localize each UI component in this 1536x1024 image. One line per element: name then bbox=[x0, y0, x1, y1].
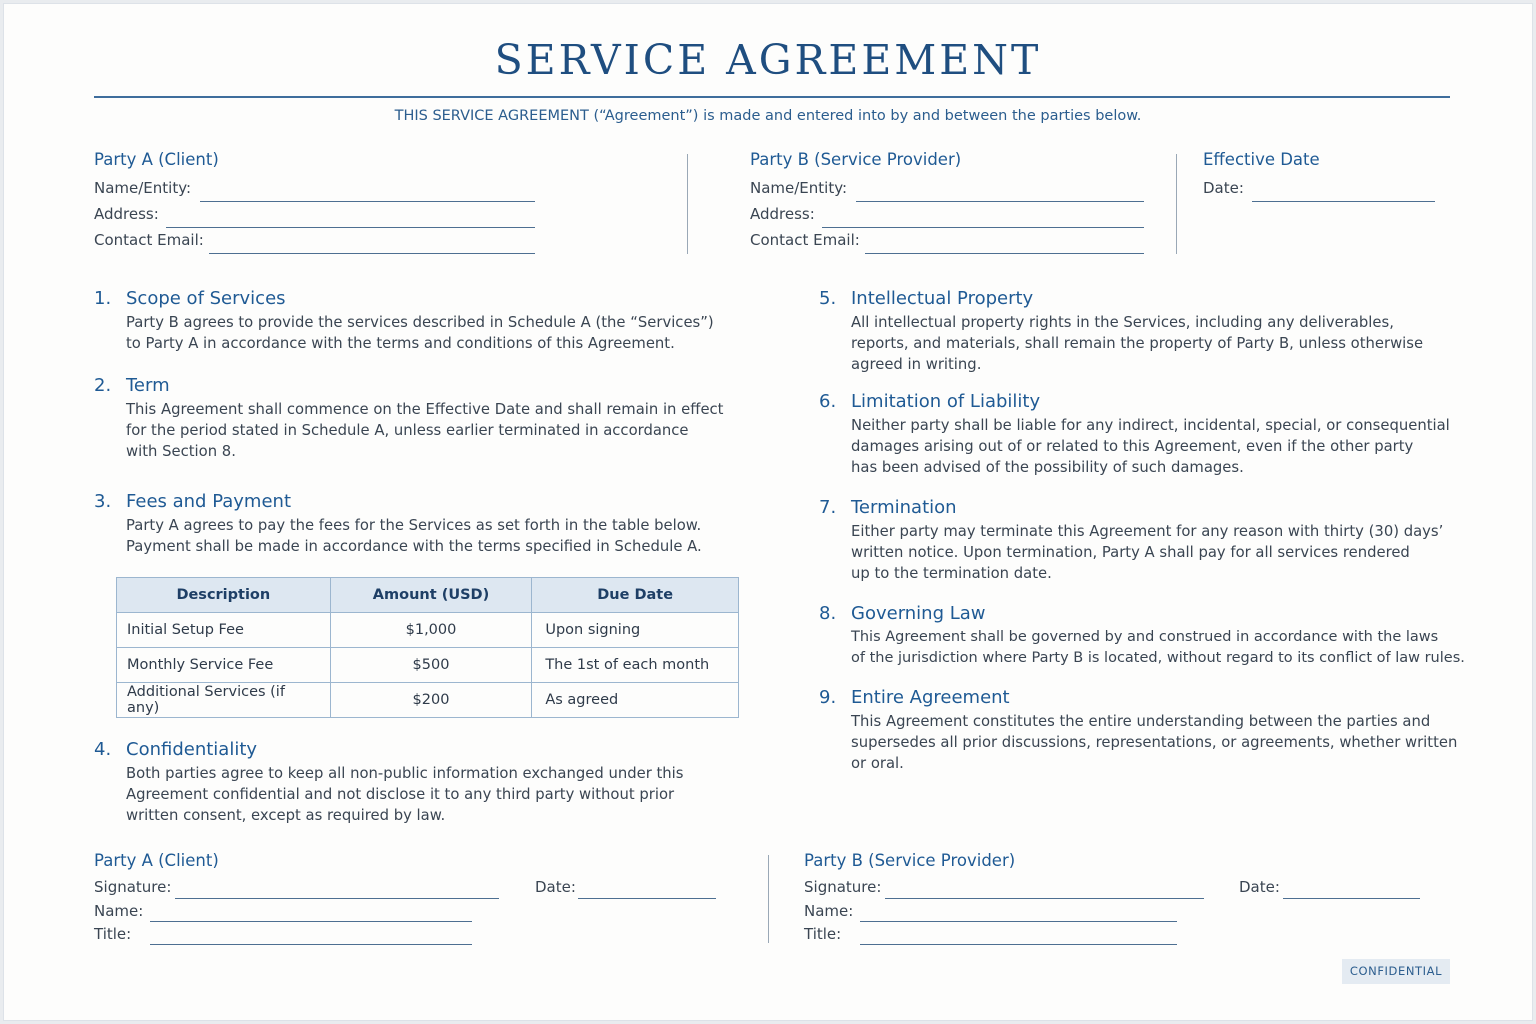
signature-divider bbox=[768, 855, 769, 943]
section-confidentiality bbox=[94, 739, 734, 827]
section-number: 6. bbox=[819, 391, 837, 412]
field-label: Signature: bbox=[94, 878, 172, 896]
field-label: Title: bbox=[94, 925, 132, 943]
name-field[interactable] bbox=[804, 901, 1420, 924]
field-label: Address: bbox=[750, 205, 815, 223]
party-b-block bbox=[750, 150, 1144, 256]
field-label: Name/Entity: bbox=[94, 179, 192, 197]
party-a-heading: Party A (Client) bbox=[94, 150, 219, 169]
party-a-signature-block bbox=[94, 851, 716, 947]
column-header: Due Date bbox=[532, 578, 739, 613]
section-body: This Agreement constitutes the entire understanding between the parties and supersedes all prior discussions, representations, or agreements, whether written or oral. bbox=[851, 713, 1458, 773]
section-body: Party A agrees to pay the fees for the Services as set forth in the table below. Payment shall be made in accordance with the terms specified in Schedule A. bbox=[126, 517, 702, 556]
table-cell: Additional Services (if any) bbox=[117, 683, 331, 718]
effective-date-block bbox=[1203, 150, 1435, 204]
section-fees bbox=[94, 491, 734, 557]
field-label: Name: bbox=[94, 902, 144, 920]
column-header: Amount (USD) bbox=[330, 578, 532, 613]
section-title: Limitation of Liability bbox=[851, 391, 1041, 412]
table-cell: As agreed bbox=[532, 683, 739, 718]
effective-date-heading: Effective Date bbox=[1203, 150, 1320, 169]
section-intellectual-property bbox=[819, 288, 1479, 376]
section-governing-law bbox=[819, 603, 1479, 669]
section-title: Fees and Payment bbox=[126, 491, 292, 512]
party-a-email-field[interactable] bbox=[94, 230, 535, 256]
name-input-line[interactable] bbox=[150, 921, 472, 922]
title-field[interactable] bbox=[804, 924, 1420, 947]
title-field[interactable] bbox=[94, 924, 716, 947]
field-label: Date: bbox=[1203, 179, 1244, 197]
name-input-line[interactable] bbox=[860, 921, 1177, 922]
signature-field[interactable] bbox=[804, 877, 1420, 901]
section-body: Both parties agree to keep all non-public information exchanged under this Agreement confidential and not disclose it to any third party without prior written consent, except as required by law. bbox=[126, 765, 684, 825]
party-b-heading: Party B (Service Provider) bbox=[750, 150, 962, 169]
party-a-address-field[interactable] bbox=[94, 204, 535, 230]
party-b-email-field[interactable] bbox=[750, 230, 1144, 256]
date-input-line[interactable] bbox=[1252, 201, 1435, 202]
name-field[interactable] bbox=[94, 901, 716, 924]
section-number: 1. bbox=[94, 288, 112, 309]
table-row bbox=[117, 683, 739, 718]
document-title: SERVICE AGREEMENT bbox=[494, 36, 1042, 84]
field-label: Title: bbox=[804, 925, 842, 943]
table-cell: $1,000 bbox=[330, 613, 532, 648]
section-number: 8. bbox=[819, 603, 837, 624]
section-title: Confidentiality bbox=[126, 739, 258, 760]
header-divider bbox=[687, 154, 688, 254]
table-cell: Monthly Service Fee bbox=[117, 648, 331, 683]
section-body: Neither party shall be liable for any indirect, incidental, special, or consequential damages arising out of or related to this Agreement, even if the other party has been advised of the possibility of such damages. bbox=[851, 417, 1450, 477]
table-cell: The 1st of each month bbox=[532, 648, 739, 683]
party-a-name-field[interactable] bbox=[94, 178, 535, 204]
section-number: 3. bbox=[94, 491, 112, 512]
effective-date-field[interactable] bbox=[1203, 178, 1435, 204]
name-input-line[interactable] bbox=[856, 201, 1144, 202]
section-number: 4. bbox=[94, 739, 112, 760]
table-cell: $500 bbox=[330, 648, 532, 683]
party-a-block bbox=[94, 150, 535, 256]
section-number: 9. bbox=[819, 687, 837, 708]
email-input-line[interactable] bbox=[209, 253, 535, 254]
section-title: Governing Law bbox=[851, 603, 986, 624]
field-label: Name/Entity: bbox=[750, 179, 848, 197]
section-title: Termination bbox=[851, 497, 957, 518]
intro-text: THIS SERVICE AGREEMENT (“Agreement”) is made and entered into by and between the parties below. bbox=[394, 108, 1142, 124]
section-body: This Agreement shall be governed by and construed in accordance with the laws of the jurisdiction where Party B is located, without regard to its conflict of law rules. bbox=[851, 629, 1465, 667]
section-title: Term bbox=[126, 375, 170, 396]
table-cell: $200 bbox=[330, 683, 532, 718]
party-b-name-field[interactable] bbox=[750, 178, 1144, 204]
field-label: Address: bbox=[94, 205, 159, 223]
table-header-row bbox=[117, 578, 739, 613]
section-body: This Agreement shall commence on the Effective Date and shall remain in effect for the period stated in Schedule A, unless earlier terminated in accordance with Section 8. bbox=[126, 401, 724, 461]
signature-heading: Party B (Service Provider) bbox=[804, 851, 1016, 870]
party-b-signature-block bbox=[804, 851, 1420, 947]
address-input-line[interactable] bbox=[822, 227, 1144, 228]
header-divider bbox=[1176, 154, 1177, 254]
section-termination bbox=[819, 497, 1479, 585]
name-input-line[interactable] bbox=[200, 201, 535, 202]
signature-heading: Party A (Client) bbox=[94, 851, 219, 870]
table-cell: Initial Setup Fee bbox=[117, 613, 331, 648]
field-label: Date: bbox=[1239, 878, 1280, 896]
confidential-badge: CONFIDENTIAL bbox=[1342, 959, 1450, 984]
section-number: 5. bbox=[819, 288, 837, 309]
email-input-line[interactable] bbox=[865, 253, 1144, 254]
title-input-line[interactable] bbox=[860, 944, 1177, 945]
table-row bbox=[117, 613, 739, 648]
section-term bbox=[94, 375, 734, 463]
party-b-address-field[interactable] bbox=[750, 204, 1144, 230]
field-label: Name: bbox=[804, 902, 854, 920]
column-header: Description bbox=[117, 578, 331, 613]
field-label: Date: bbox=[535, 878, 576, 896]
signature-field[interactable] bbox=[94, 877, 716, 901]
section-body: All intellectual property rights in the Services, including any deliverables, reports, and materials, shall remain the property of Party B, unless otherwise agreed in writing. bbox=[851, 314, 1424, 374]
address-input-line[interactable] bbox=[166, 227, 535, 228]
title-divider bbox=[94, 96, 1450, 98]
section-title: Entire Agreement bbox=[851, 687, 1010, 708]
title-input-line[interactable] bbox=[150, 944, 472, 945]
date-input-line[interactable] bbox=[578, 898, 716, 899]
section-title: Intellectual Property bbox=[851, 288, 1034, 309]
section-body: Party B agrees to provide the services described in Schedule A (the “Services”) to Party A in accordance with the terms and conditions of this Agreement. bbox=[126, 314, 714, 353]
section-body: Either party may terminate this Agreement for any reason with thirty (30) days’ written notice. Upon termination, Party A shall pay for all services rendered up to the termination date. bbox=[851, 523, 1444, 583]
signature-input-line[interactable] bbox=[175, 898, 499, 899]
section-number: 7. bbox=[819, 497, 837, 518]
section-title: Scope of Services bbox=[126, 288, 286, 309]
date-input-line[interactable] bbox=[1283, 898, 1420, 899]
table-row bbox=[117, 648, 739, 683]
signature-input-line[interactable] bbox=[885, 898, 1204, 899]
field-label: Contact Email: bbox=[94, 231, 204, 249]
fees-table bbox=[116, 577, 739, 718]
section-liability bbox=[819, 391, 1479, 479]
field-label: Signature: bbox=[804, 878, 882, 896]
field-label: Contact Email: bbox=[750, 231, 860, 249]
section-scope bbox=[94, 288, 734, 354]
section-number: 2. bbox=[94, 375, 112, 396]
section-entire-agreement bbox=[819, 687, 1479, 775]
table-cell: Upon signing bbox=[532, 613, 739, 648]
